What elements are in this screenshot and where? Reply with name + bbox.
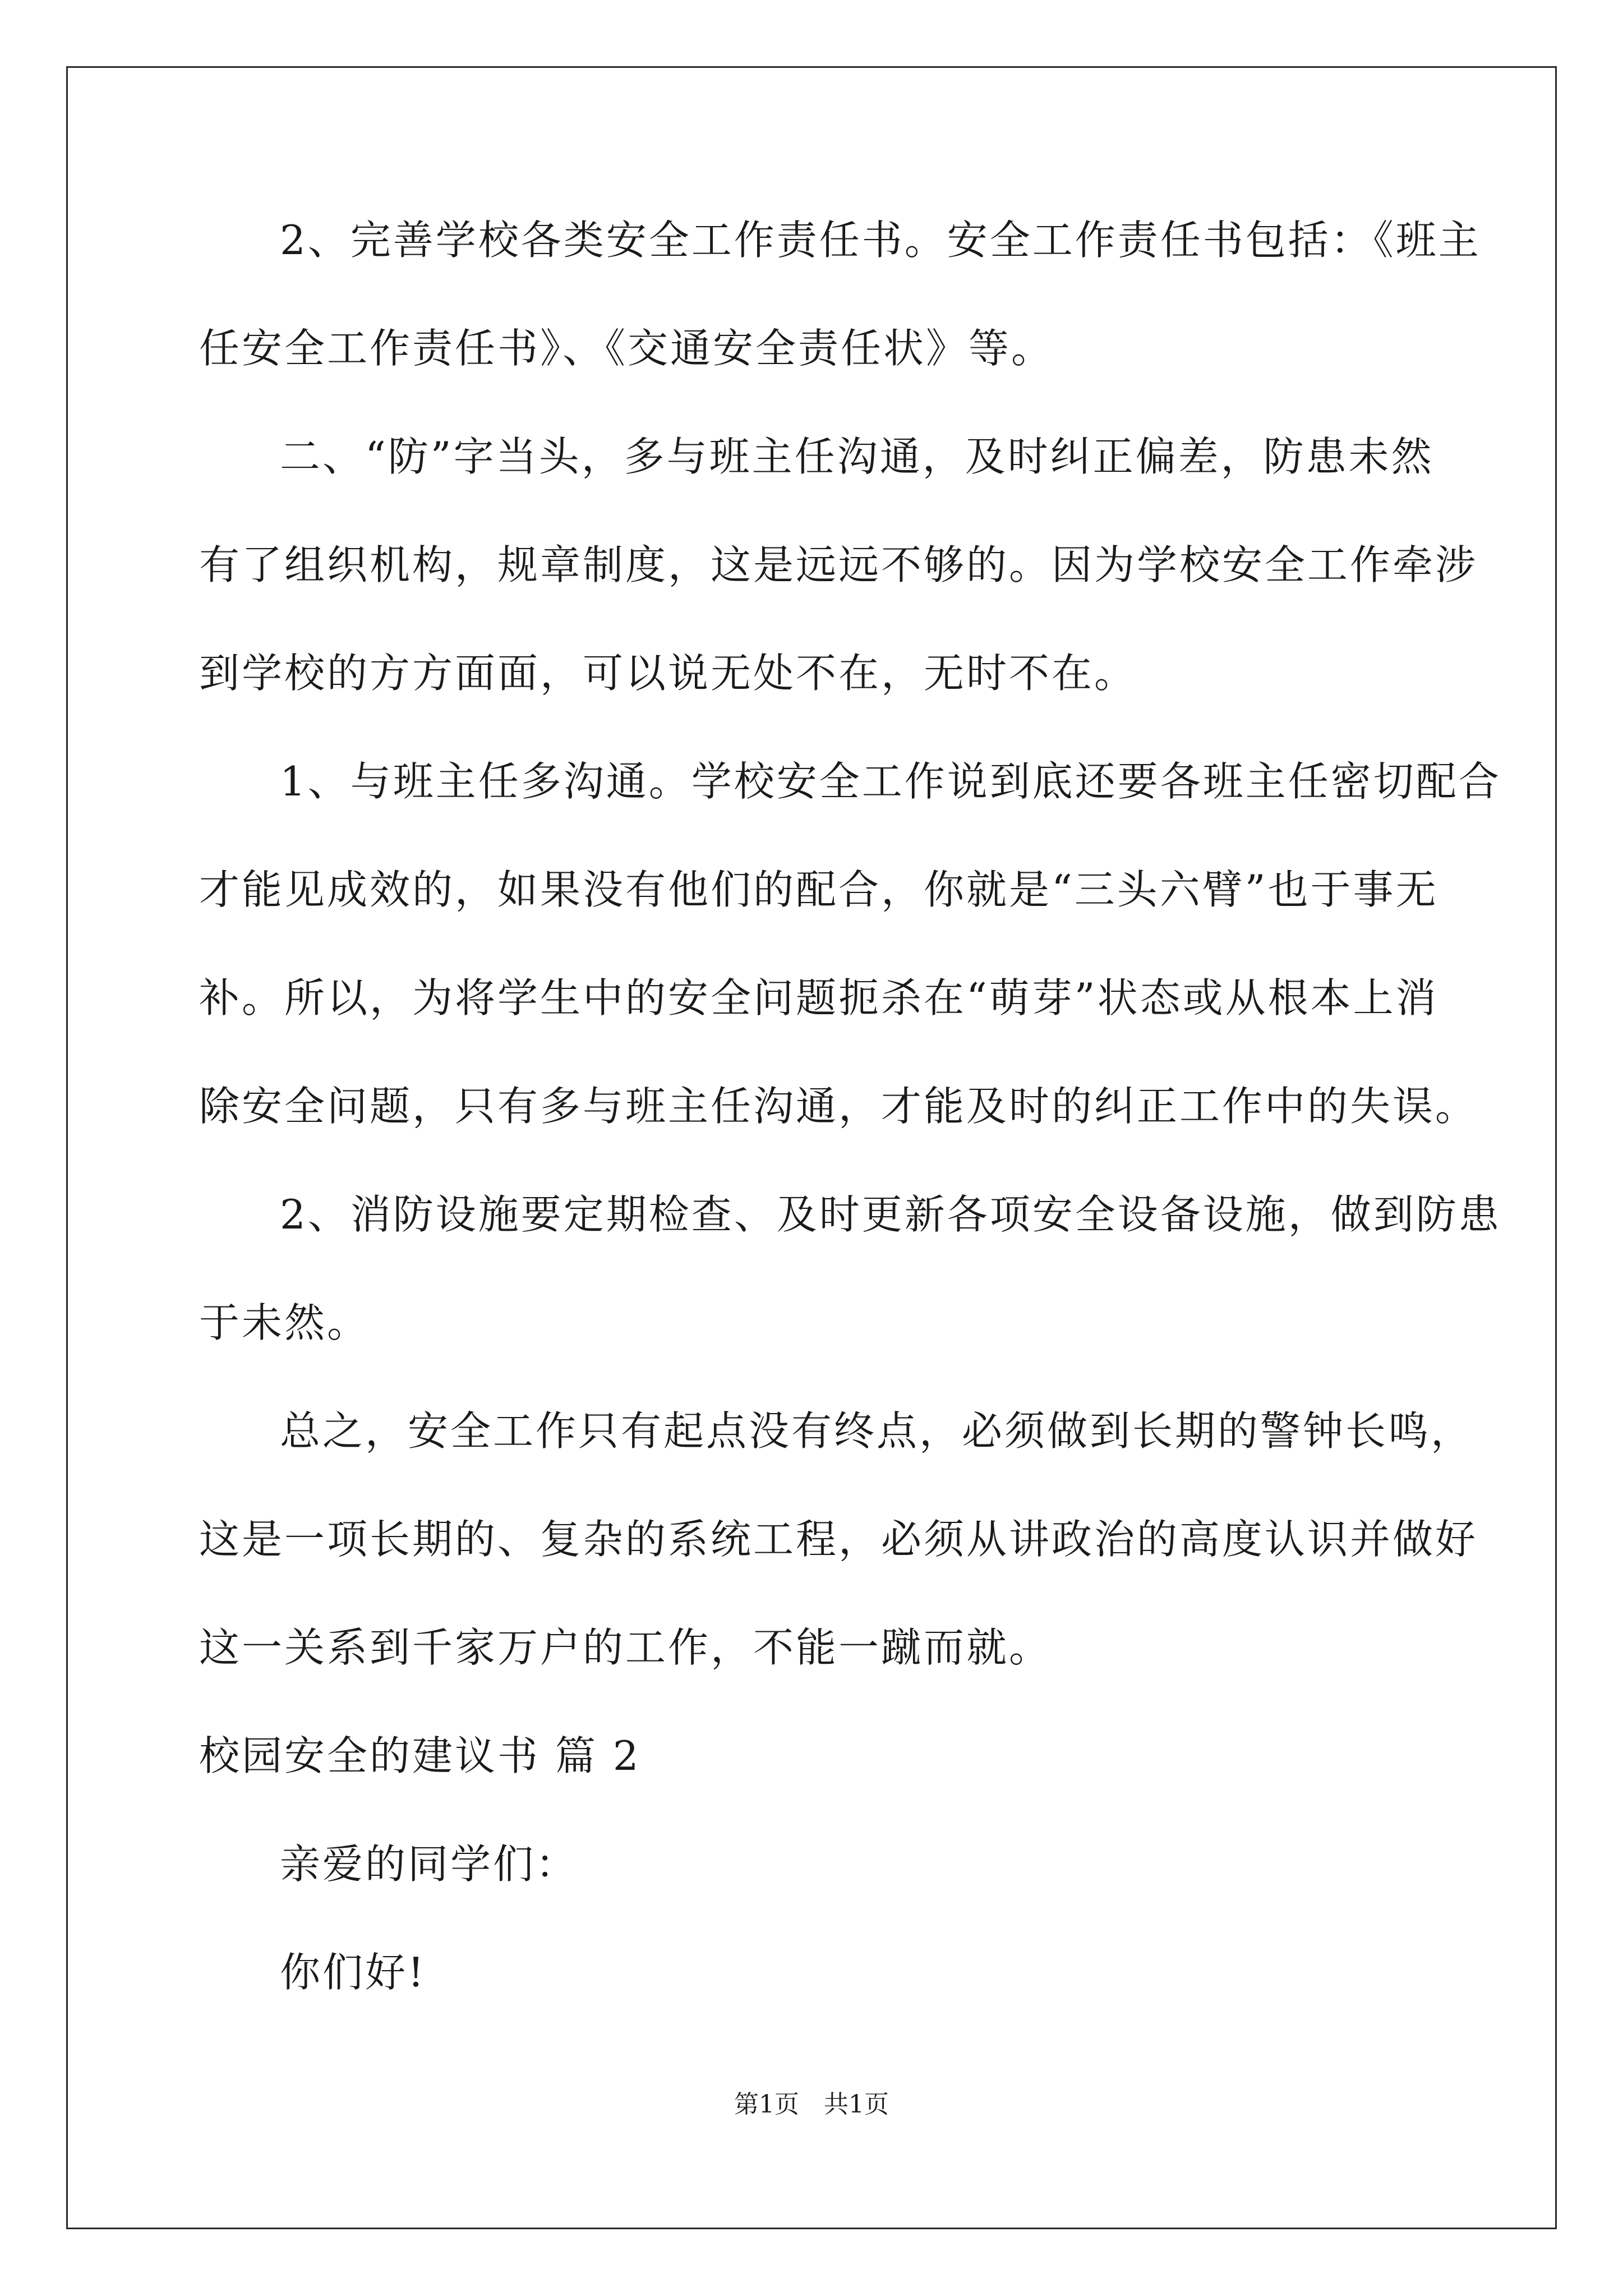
page-footer [0,2088,1623,2122]
paragraph-line: 任安全工作责任书》、《交通安全责任状》等。 [199,325,1054,372]
paragraph-line: 有了组织机构，规章制度，这是远远不够的。因为学校安全工作牵涉 [199,541,1478,588]
paragraph-line: 2、完善学校各类安全工作责任书。安全工作责任书包括：《班主 [280,217,1481,264]
page-border [66,66,1557,2229]
salutation: 亲爱的同学们： [280,1841,579,1888]
paragraph-line: 除安全问题，只有多与班主任沟通，才能及时的纠正工作中的失误。 [199,1083,1478,1130]
page-total: 共1页 [824,2090,889,2119]
greeting: 你们好! [280,1949,426,1996]
paragraph-line: 这是一项长期的、复杂的系统工程，必须从讲政治的高度认识并做好 [199,1516,1478,1563]
paragraph-line: 2、消防设施要定期检查、及时更新各项安全设备设施，做到防患 [280,1191,1501,1238]
page-number: 第1页 [734,2090,799,2119]
paragraph-line: 总之，安全工作只有起点没有终点，必须做到长期的警钟长鸣， [280,1407,1474,1455]
paragraph-line: 到学校的方方面面，可以说无处不在，无时不在。 [199,650,1137,697]
paragraph-line: 于未然。 [199,1299,370,1346]
paragraph-line: 这一关系到千家万户的工作，不能一蹴而就。 [199,1624,1052,1671]
paragraph-line: 补。所以，为将学生中的安全问题扼杀在“萌芽”状态或从根本上消 [199,974,1438,1022]
paragraph-line: 二、“防”字当头，多与班主任沟通，及时纠正偏差，防患未然 [280,433,1434,480]
paragraph-line: 1、与班主任多沟通。学校安全工作说到底还要各班主任密切配合 [280,758,1501,805]
section-heading: 校园安全的建议书 篇 2 [199,1732,641,1779]
paragraph-line: 才能见成效的，如果没有他们的配合，你就是“三头六臂”也于事无 [199,866,1438,913]
